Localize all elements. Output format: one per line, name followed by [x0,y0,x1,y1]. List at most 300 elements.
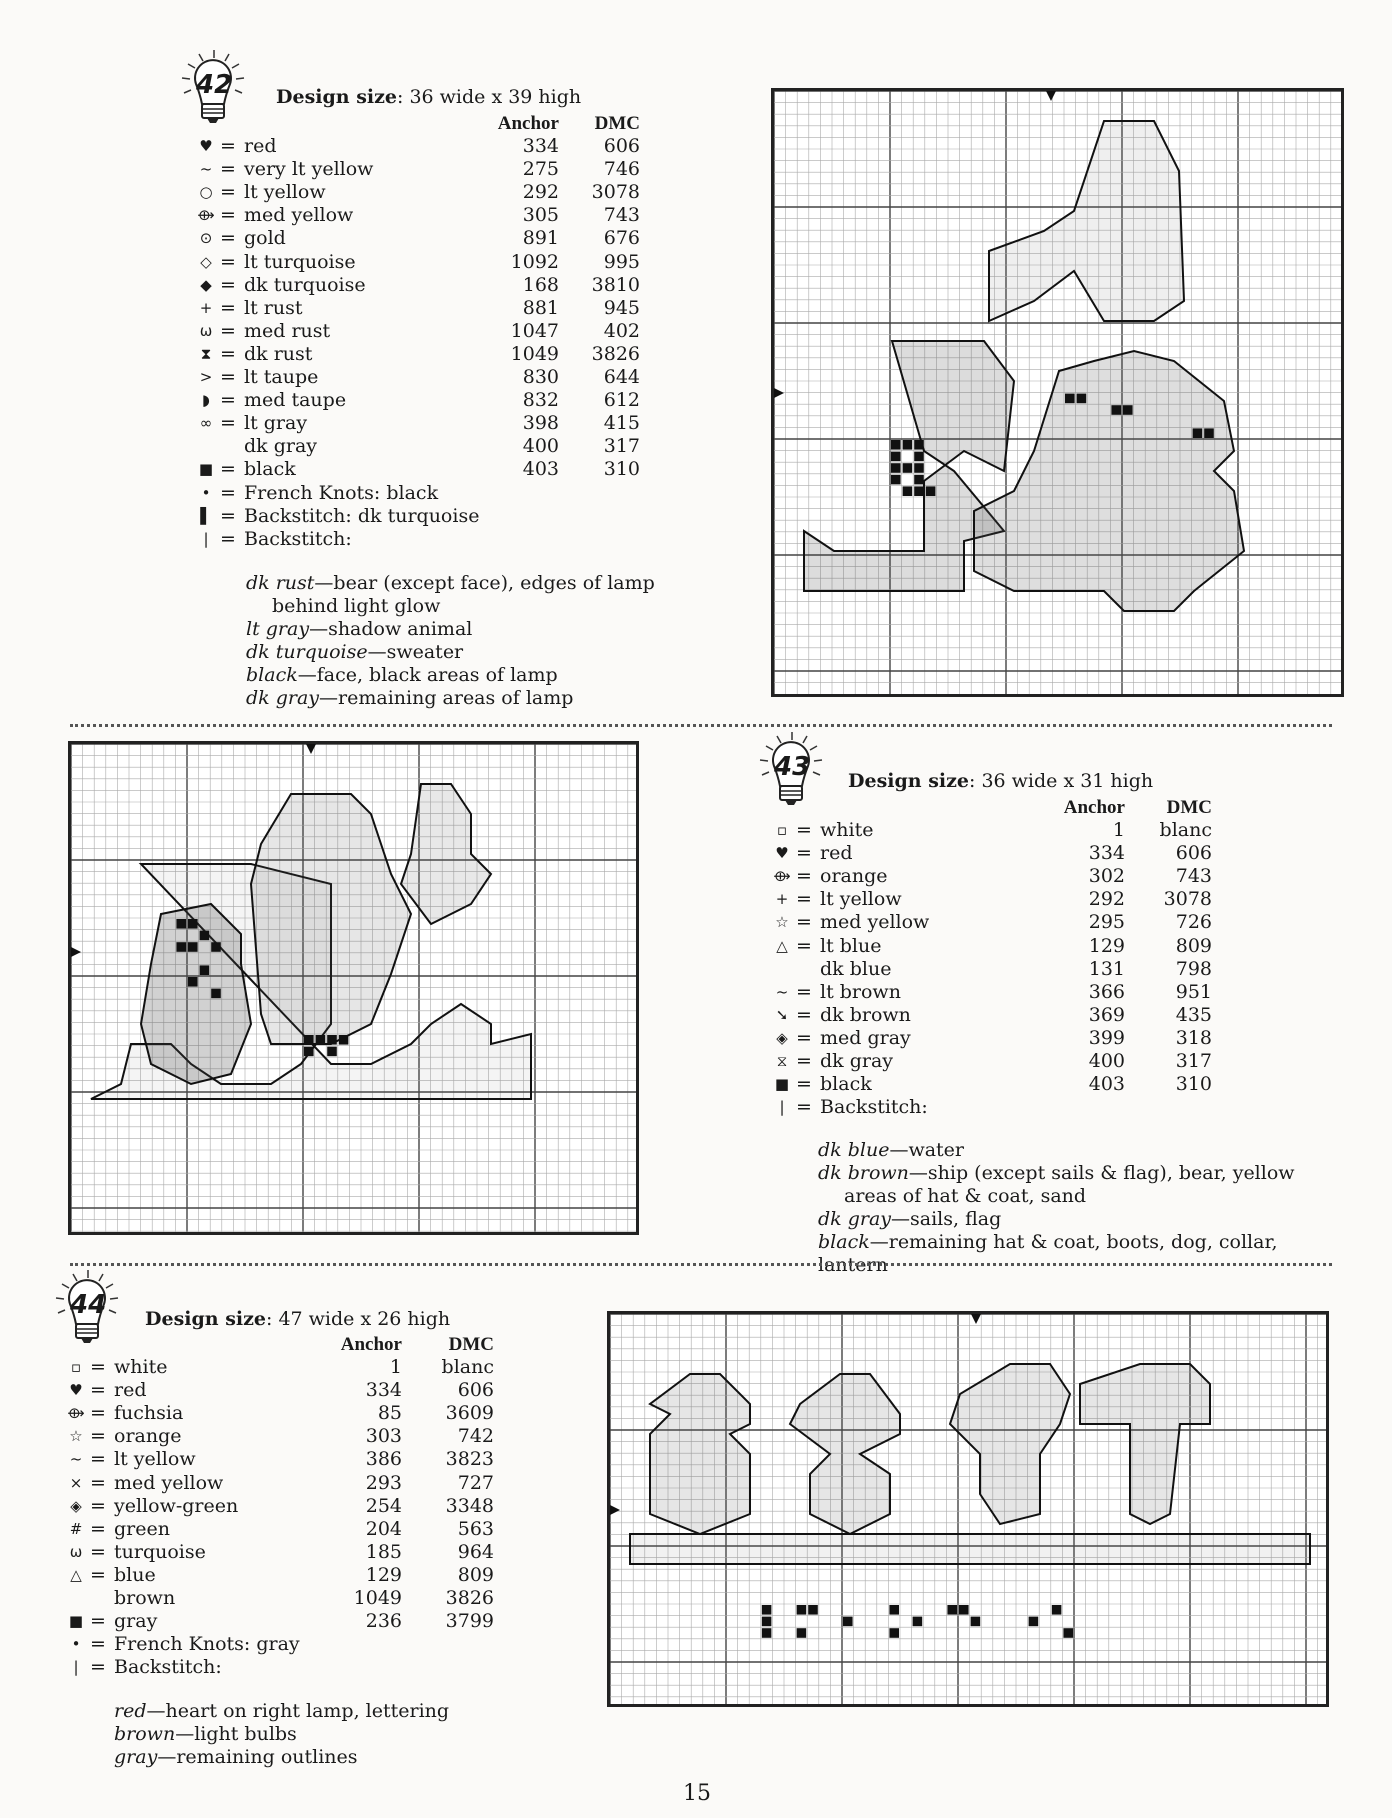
page-number: 15 [683,1781,711,1806]
dmc-number: 3823 [445,1448,494,1471]
black-stitch [903,463,913,473]
center-marker-top [1046,91,1056,101]
anchor-number: 168 [522,273,559,296]
color-key-row [772,1050,1242,1073]
design-number-44: 44 [70,1290,107,1320]
dmc-number: 798 [1175,957,1212,980]
color-key-row [772,1027,1242,1050]
lettering-stitch [797,1628,807,1638]
stitch-symbol: ♥ [69,1381,83,1400]
dmc-number: 945 [603,296,640,319]
equals-sign: = [90,1540,106,1563]
color-name: med yellow [820,911,930,934]
color-key-row [772,842,1242,865]
color-key-row [772,911,1242,934]
stitch-symbol: + [775,890,789,909]
black-stitch [891,452,901,462]
backstitch-notes-42 [246,572,666,710]
equals-sign: = [796,1050,812,1073]
equals-sign: = [220,250,236,273]
dmc-header: DMC [594,113,640,134]
divider-2 [70,1263,1332,1267]
color-key-row [66,1425,506,1448]
color-key-row [772,1073,1242,1096]
note-color: dk gray [246,687,320,709]
design-size-42: Design size: 36 wide x 39 high [276,86,582,108]
color-name: red [114,1379,147,1402]
note-continuation: areas of hat & coat, sand [844,1185,1087,1207]
black-stitch [926,486,936,496]
black-stitch [211,989,221,999]
dmc-number: 743 [603,204,640,227]
note-text: —face, black areas of lamp [297,664,558,686]
dmc-number: 3078 [591,181,640,204]
equals-sign: = [220,158,236,181]
note-color: black [246,664,298,686]
color-key-row [66,1472,506,1495]
backstitch-note [818,1139,1338,1162]
stitch-symbol: ⟴ [197,206,215,225]
note-color: dk rust [246,572,315,594]
lettering-stitch [843,1617,853,1627]
design-number-42: 42 [196,70,233,100]
color-key-row [66,1656,506,1679]
anchor-number: 400 [522,435,559,458]
color-name: lt gray [244,412,308,435]
dmc-number: 563 [457,1517,494,1540]
color-name: lt turquoise [244,250,356,273]
equals-sign: = [796,934,812,957]
stitch-symbol: | [73,1658,79,1677]
stitch-symbol: | [779,1098,785,1117]
color-name: dk gray [820,1050,894,1073]
black-stitch [891,463,901,473]
black-stitch [188,977,198,987]
color-key-row [66,1356,506,1379]
color-key-row [196,158,656,181]
stitch-symbol: ◗ [202,391,210,410]
note-text: —water [889,1139,964,1161]
black-stitch [188,919,198,929]
color-name: green [114,1517,170,1540]
stitch-symbol: ◆ [200,275,212,294]
note-color: dk turquoise [246,641,368,663]
note-text: —remaining outlines [157,1746,358,1768]
dmc-number: 743 [1175,865,1212,888]
color-key-row [772,865,1242,888]
black-stitch [176,942,186,952]
stitch-symbol: ⧗ [200,344,212,363]
equals-sign: = [90,1494,106,1517]
backstitch-note [114,1700,514,1723]
color-name: lt blue [820,934,882,957]
anchor-number: 185 [365,1540,402,1563]
anchor-number: 85 [377,1402,402,1425]
lettering-stitch [797,1605,807,1615]
color-key-row [196,435,656,458]
dmc-number: 3348 [445,1494,494,1517]
dmc-number: 310 [1175,1073,1212,1096]
note-text: —remaining hat & coat, boots, dog, collar, lantern [818,1231,1278,1276]
anchor-header: Anchor [497,113,559,134]
note-color: black [818,1231,870,1253]
equals-sign: = [90,1656,106,1679]
lettering-stitch [1029,1617,1039,1627]
black-stitch [903,440,913,450]
lamp-3-shape [950,1364,1070,1524]
anchor-number: 891 [522,227,559,250]
backstitch-note [818,1162,1338,1185]
chart-44 [607,1311,1329,1707]
note-color: gray [114,1746,158,1768]
dmc-number: 415 [603,412,640,435]
stitch-symbol: ■ [198,460,214,479]
black-stitch [914,452,924,462]
dmc-number: 746 [603,158,640,181]
dmc-number: 3078 [1163,888,1212,911]
color-key-row [66,1379,506,1402]
color-key-row [66,1587,506,1610]
lighthouse-keeper-shape [251,794,411,1044]
note-color: dk gray [818,1208,892,1230]
anchor-number: 398 [522,412,559,435]
equals-sign: = [220,481,236,504]
equals-sign: = [220,458,236,481]
backstitch-note [246,687,666,710]
color-key-row [196,204,656,227]
black-stitch [914,463,924,473]
equals-sign: = [90,1356,106,1379]
note-text: —heart on right lamp, lettering [146,1700,450,1722]
color-name: dk rust [244,342,313,365]
dmc-number: 726 [1175,911,1212,934]
anchor-number: 400 [1088,1050,1125,1073]
color-name: fuchsia [114,1402,184,1425]
dmc-number: 3799 [445,1610,494,1633]
color-key-43 [772,797,1242,1119]
lettering-stitch [762,1628,772,1638]
black-stitch [316,1035,326,1045]
equals-sign: = [220,227,236,250]
anchor-number: 399 [1088,1026,1125,1049]
color-key-row [66,1564,506,1587]
anchor-number: 305 [522,204,559,227]
note-text: —ship (except sails & flag), bear, yellow [908,1162,1295,1184]
stitch-symbol: ◇ [200,252,212,271]
equals-sign: = [90,1425,106,1448]
dmc-number: 676 [603,227,640,250]
anchor-number: 403 [522,458,559,481]
stitch-symbol: ▫ [70,1358,82,1377]
anchor-number: 292 [1088,888,1125,911]
color-key-row [196,458,656,481]
anchor-number: 1 [1112,819,1125,842]
stitch-symbol: ⟴ [773,867,791,886]
stitch-symbol: > [199,368,213,387]
note-color: lt gray [246,618,310,640]
note-color: dk blue [818,1139,890,1161]
equals-sign: = [796,865,812,888]
center-marker-left [774,388,784,398]
stitch-symbol: ■ [774,1075,790,1094]
color-name: med taupe [244,389,347,412]
anchor-number: 881 [522,296,559,319]
color-name: gray [114,1610,158,1633]
black-stitch [1204,428,1214,438]
anchor-number: 830 [522,366,559,389]
equals-sign: = [90,1379,106,1402]
note-color: dk brown [818,1162,909,1184]
color-name: lt taupe [244,366,319,389]
lettering-stitch [959,1605,969,1615]
stitch-symbol: ⟴ [67,1404,85,1423]
equals-sign: = [220,204,236,227]
black-stitch [1065,394,1075,404]
color-key-row [196,412,656,435]
anchor-number: 832 [522,389,559,412]
dmc-number: 3826 [591,342,640,365]
stitch-symbol: + [199,298,213,317]
color-key-row [772,888,1242,911]
color-name: orange [820,865,888,888]
color-name: French Knots: gray [114,1633,300,1656]
center-marker-left [610,1505,620,1515]
color-key-row [772,958,1242,981]
equals-sign: = [220,296,236,319]
lamp-2-shape [790,1374,900,1534]
stitch-symbol: ω [199,321,213,340]
equals-sign: = [90,1633,106,1656]
bear-shape [974,351,1244,611]
color-key-row [66,1402,506,1425]
color-name: lt yellow [820,888,902,911]
dmc-number: 317 [1175,1050,1212,1073]
anchor-number: 1047 [510,319,559,342]
color-key-row [196,181,656,204]
anchor-number: 366 [1088,980,1125,1003]
color-key-row [66,1541,506,1564]
lettering-stitch [889,1605,899,1615]
stitch-symbol: × [69,1473,83,1492]
color-name: Backstitch: [244,527,352,550]
stitch-symbol: ⧖ [776,1052,788,1071]
dmc-number: 3609 [445,1402,494,1425]
lettering-stitch [808,1605,818,1615]
dmc-number: 742 [457,1425,494,1448]
lettering-stitch [762,1605,772,1615]
equals-sign: = [796,1003,812,1026]
black-stitch [339,1035,349,1045]
color-name: Backstitch: [114,1656,222,1679]
color-name: lt rust [244,296,303,319]
anchor-header: Anchor [1063,797,1125,818]
dmc-number: 644 [603,366,640,389]
color-name: med yellow [244,204,354,227]
lettering-bar-shape [630,1534,1310,1564]
backstitch-notes-44 [114,1700,514,1769]
stitch-symbol: ∞ [199,414,213,433]
anchor-number: 129 [1088,934,1125,957]
dmc-header: DMC [448,1334,494,1355]
stitch-symbol: ~ [775,982,789,1001]
color-name: red [820,842,853,865]
equals-sign: = [220,342,236,365]
stitch-symbol: ➘ [775,1005,789,1024]
color-key-42 [196,113,656,551]
stitch-symbol: ○ [199,183,213,202]
equals-sign: = [220,319,236,342]
dmc-number: 809 [457,1563,494,1586]
anchor-number: 131 [1088,957,1125,980]
dmc-number: 310 [603,458,640,481]
backstitch-notes-43 [818,1139,1338,1277]
color-key-row [196,528,656,551]
color-name: lt yellow [244,181,326,204]
anchor-number: 236 [365,1610,402,1633]
stitch-symbol: ◈ [70,1496,82,1515]
dmc-number: 727 [457,1471,494,1494]
color-key-row [772,981,1242,1004]
black-stitch [1193,428,1203,438]
stitch-symbol: ~ [199,160,213,179]
equals-sign: = [90,1563,106,1586]
equals-sign: = [796,1026,812,1049]
dmc-number: 606 [603,135,640,158]
color-name: lt brown [820,980,901,1003]
color-name: white [114,1356,168,1379]
backstitch-note [246,618,666,641]
lettering-stitch [762,1617,772,1627]
lamp-glow-shape [989,121,1184,321]
equals-sign: = [90,1471,106,1494]
black-stitch [304,1035,314,1045]
anchor-number: 334 [1088,842,1125,865]
anchor-number: 1049 [510,342,559,365]
color-key-44 [66,1334,506,1679]
black-stitch [1123,405,1133,415]
equals-sign: = [796,1073,812,1096]
anchor-number: 295 [1088,911,1125,934]
stitch-symbol: ♥ [199,137,213,156]
stitch-symbol: ⊙ [199,229,213,248]
note-continuation: behind light glow [272,595,441,617]
color-key-row [772,1096,1242,1119]
equals-sign: = [220,504,236,527]
black-stitch [211,942,221,952]
color-name: med yellow [114,1471,224,1494]
note-text: —bear (except face), edges of lamp [314,572,655,594]
equals-sign: = [90,1402,106,1425]
anchor-number: 1092 [510,250,559,273]
dmc-number: 612 [603,389,640,412]
center-marker-top [971,1314,981,1324]
backstitch-note [114,1746,514,1769]
black-stitch [176,919,186,929]
color-key-row [66,1448,506,1471]
lettering-stitch [1063,1628,1073,1638]
backstitch-note [246,572,666,595]
color-key-row [196,482,656,505]
backstitch-note [246,641,666,664]
dmc-number: 3826 [445,1587,494,1610]
color-name: very lt yellow [244,158,374,181]
color-name: white [820,819,874,842]
black-stitch [1077,394,1087,404]
color-key-row [196,389,656,412]
design-size-44: Design size: 47 wide x 26 high [145,1308,451,1330]
equals-sign: = [220,273,236,296]
backstitch-note [818,1208,1338,1231]
dmc-number: 606 [1175,842,1212,865]
stitch-symbol: • [201,483,211,502]
color-key-row [196,227,656,250]
color-name: dk gray [244,435,318,458]
anchor-number: 369 [1088,1003,1125,1026]
black-stitch [914,486,924,496]
black-stitch [903,486,913,496]
equals-sign: = [90,1517,106,1540]
anchor-number: 275 [522,158,559,181]
black-stitch [891,440,901,450]
stitch-symbol: ω [69,1542,83,1561]
note-text: —shadow animal [309,618,473,640]
center-marker-left [71,947,81,957]
stitch-symbol: ■ [68,1612,84,1631]
anchor-header: Anchor [340,1334,402,1355]
stitch-symbol: ♥ [775,844,789,863]
equals-sign: = [796,1096,812,1119]
color-name: orange [114,1425,182,1448]
stitch-symbol: | [203,529,209,548]
stitch-symbol: # [69,1519,83,1538]
color-name: Backstitch: [820,1096,928,1119]
chart-43 [68,741,639,1235]
lettering-stitch [889,1628,899,1638]
black-stitch [200,965,210,975]
color-key-row [66,1495,506,1518]
dmc-number: 318 [1175,1026,1212,1049]
anchor-number: 129 [365,1563,402,1586]
color-name: black [244,458,296,481]
lettering-stitch [913,1617,923,1627]
backstitch-note [246,664,666,687]
anchor-number: 254 [365,1494,402,1517]
anchor-number: 292 [522,181,559,204]
equals-sign: = [90,1610,106,1633]
lamp-1-shape [650,1374,750,1534]
dmc-number: 951 [1175,980,1212,1003]
anchor-number: 204 [365,1517,402,1540]
color-name: red [244,135,277,158]
color-key-row [196,320,656,343]
backstitch-note [114,1723,514,1746]
anchor-number: 334 [365,1379,402,1402]
color-name: Backstitch: dk turquoise [244,504,480,527]
equals-sign: = [220,412,236,435]
lettering-stitch [971,1617,981,1627]
note-text: —sweater [367,641,464,663]
design-size-43: Design size: 36 wide x 31 high [848,770,1154,792]
dmc-header: DMC [1166,797,1212,818]
lettering-stitch [947,1605,957,1615]
color-name: med rust [244,319,331,342]
lettering-stitch [1052,1605,1062,1615]
dmc-number: 964 [457,1540,494,1563]
dmc-number: 3810 [591,273,640,296]
color-name: yellow-green [114,1494,239,1517]
stitch-symbol: ☆ [775,913,789,932]
anchor-number: 334 [522,135,559,158]
